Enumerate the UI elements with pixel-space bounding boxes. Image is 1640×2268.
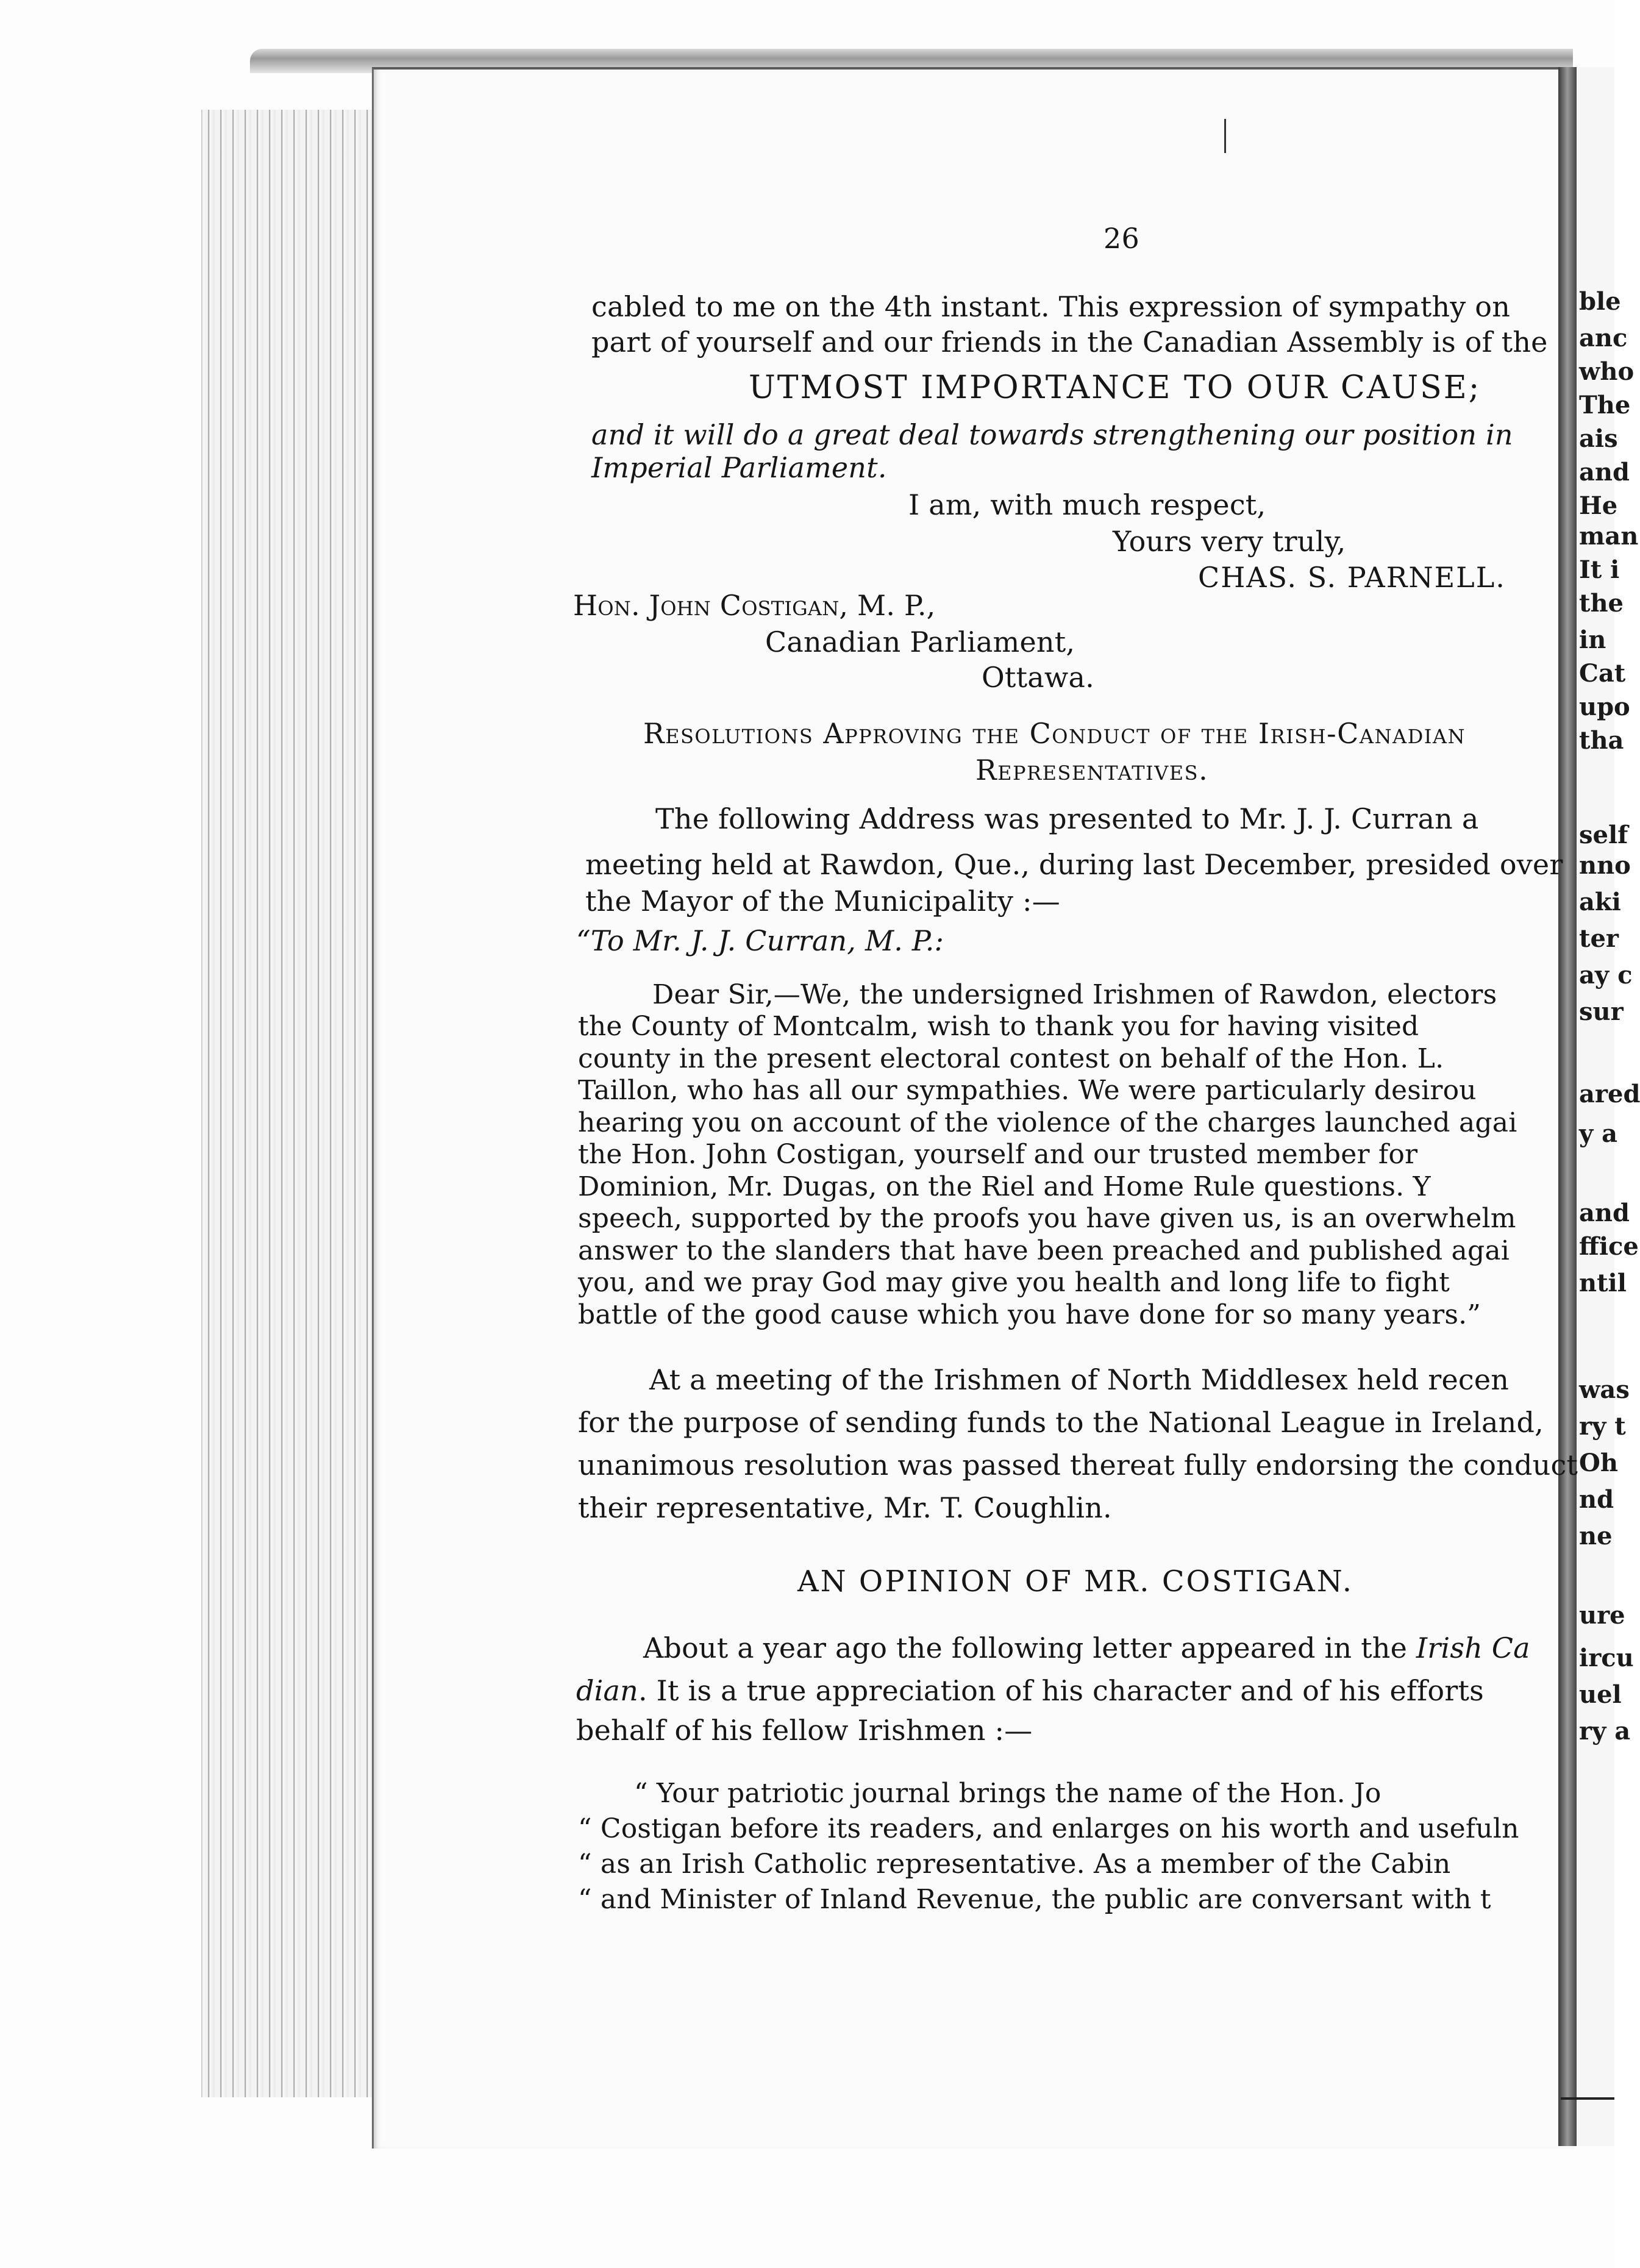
text-line: behalf of his fellow Irishmen :—	[576, 1714, 1033, 1747]
facing-page-text: ay c	[1579, 961, 1633, 990]
facing-page-text: Cat	[1579, 659, 1626, 688]
letter-closing: I am, with much respect,	[908, 488, 1266, 521]
facing-page-text: who	[1579, 357, 1635, 386]
text-line: and it will do a great deal towards strengthening our position in	[591, 418, 1513, 451]
ink-mark	[1224, 119, 1226, 153]
section-title: Representatives.	[975, 754, 1209, 786]
quoted-text-line: Dominion, Mr. Dugas, on the Riel and Home Rule questions. Y	[578, 1171, 1431, 1202]
text-line: their representative, Mr. T. Coughlin.	[578, 1491, 1112, 1524]
text-line: cabled to me on the 4th instant. This expression of sympathy on	[591, 290, 1511, 323]
text-line: the Mayor of the Municipality :—	[585, 885, 1060, 918]
quoted-text-line: battle of the good cause which you have done for so many years.”	[578, 1299, 1481, 1330]
text-line: The following Address was presented to Mr. J. J. Curran a	[655, 802, 1479, 835]
quoted-text-line: the County of Montcalm, wish to thank you for having visited	[578, 1011, 1419, 1042]
facing-page-text: the	[1579, 589, 1624, 618]
facing-page-text: ter	[1579, 924, 1619, 953]
facing-page-text: aki	[1579, 888, 1621, 916]
facing-page-text: sur	[1579, 997, 1624, 1026]
facing-page-text: and	[1579, 458, 1630, 487]
facing-page-text: uel	[1579, 1680, 1622, 1709]
quoted-text-line: hearing you on account of the violence of the charges launched agai	[578, 1107, 1517, 1138]
text-line: Imperial Parliament.	[591, 451, 887, 484]
facing-page-text: It i	[1579, 555, 1620, 584]
quoted-text-line: the Hon. John Costigan, yourself and our trusted member for	[578, 1139, 1418, 1170]
facing-page-text: He	[1579, 491, 1618, 520]
text-line: unanimous resolution was passed thereat fully endorsing the conduct	[578, 1449, 1578, 1482]
letter-closing: Yours very truly,	[1113, 525, 1346, 558]
quoted-text-line: speech, supported by the proofs you have given us, is an overwhelm	[578, 1203, 1516, 1234]
publication-name: Irish Ca	[1416, 1631, 1530, 1664]
address-line: Canadian Parliament,	[765, 626, 1075, 658]
scan-edge-line	[1561, 2097, 1614, 2100]
facing-page-text: nd	[1579, 1485, 1614, 1514]
quoted-text-line: county in the present electoral contest on behalf of the Hon. L.	[578, 1043, 1444, 1074]
quoted-text-line: answer to the slanders that have been preached and published agai	[578, 1235, 1510, 1266]
facing-page-text: nno	[1579, 851, 1631, 880]
text-line	[576, 1674, 1484, 1707]
facing-page-text: The	[1579, 391, 1631, 419]
text-line	[643, 1631, 1530, 1664]
quoted-text-line: “ Costigan before its readers, and enlarges on his worth and usefuln	[578, 1813, 1519, 1844]
facing-page-text: and	[1579, 1199, 1630, 1227]
facing-page-text: upo	[1579, 693, 1630, 721]
book-gutter	[1558, 67, 1577, 2146]
address-text: Hon. John Costigan, M. P.,	[573, 589, 936, 622]
facing-page-text: ry t	[1579, 1412, 1626, 1441]
facing-page-text: ne	[1579, 1522, 1613, 1550]
facing-page-text: ble	[1579, 287, 1621, 316]
page-number: 26	[1103, 222, 1139, 255]
text-line: meeting held at Rawdon, Que., during last December, presided over	[585, 848, 1563, 881]
facing-page-text: ffice	[1579, 1232, 1639, 1261]
signature: CHAS. S. PARNELL.	[1198, 561, 1506, 594]
facing-page-text: anc	[1579, 324, 1628, 352]
publication-name: dian	[576, 1674, 639, 1707]
facing-page-text: ntil	[1579, 1269, 1627, 1297]
section-title: Resolutions Approving the Conduct of the Irish-Canadian	[643, 717, 1466, 750]
salutation: “To Mr. J. J. Curran, M. P.:	[576, 924, 944, 957]
book-page-stack-edge	[201, 110, 385, 2097]
facing-page-text: ircu	[1579, 1644, 1634, 1672]
text-span: About a year ago the following letter appeared in the	[643, 1631, 1416, 1664]
facing-page-fragment	[1577, 67, 1640, 2146]
facing-page-text: y a	[1579, 1119, 1618, 1148]
facing-page-text: was	[1579, 1375, 1630, 1404]
text-span: . It is a true appreciation of his character and of his efforts	[638, 1674, 1484, 1707]
quoted-text-line: Dear Sir,—We, the undersigned Irishmen of Rawdon, electors	[652, 979, 1497, 1010]
quoted-text-line: Taillon, who has all our sympathies. We were particularly desirou	[578, 1075, 1477, 1106]
facing-page-text: ry a	[1579, 1717, 1631, 1746]
facing-page-text: man	[1579, 522, 1639, 551]
quoted-text-line: “ as an Irish Catholic representative. As a member of the Cabin	[578, 1849, 1451, 1880]
address-line	[573, 589, 936, 622]
text-line: for the purpose of sending funds to the National League in Ireland,	[578, 1406, 1544, 1439]
facing-page-text: Oh	[1579, 1449, 1618, 1477]
text-line: part of yourself and our friends in the Canadian Assembly is of the	[591, 326, 1548, 358]
facing-page-text: self	[1579, 821, 1628, 849]
facing-page-text: ure	[1579, 1601, 1625, 1630]
quoted-text-line: “ and Minister of Inland Revenue, the public are conversant with t	[578, 1884, 1491, 1915]
quoted-text-line: “ Your patriotic journal brings the name of the Hon. Jo	[634, 1778, 1382, 1809]
facing-page-text: ais	[1579, 424, 1618, 453]
text-line: At a meeting of the Irishmen of North Middlesex held recen	[649, 1363, 1510, 1396]
emphasis-heading: UTMOST IMPORTANCE TO OUR CAUSE;	[749, 369, 1481, 406]
facing-page-text: tha	[1579, 726, 1624, 755]
facing-page-text: ared	[1579, 1080, 1640, 1108]
facing-page-text: in	[1579, 626, 1606, 654]
address-line: Ottawa.	[982, 661, 1094, 694]
quoted-text-line: you, and we pray God may give you health and long life to fight	[578, 1267, 1450, 1298]
section-heading: AN OPINION OF MR. COSTIGAN.	[797, 1564, 1353, 1599]
